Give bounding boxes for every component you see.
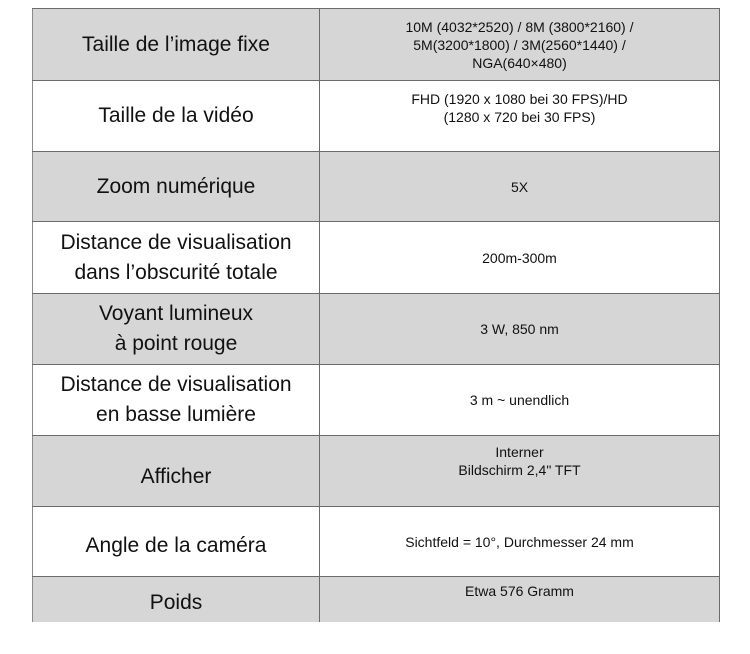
spec-row-video-size	[33, 81, 720, 152]
spec-value-text: Etwa 576 Gramm	[465, 583, 574, 600]
spec-table	[32, 8, 720, 622]
spec-label	[33, 365, 320, 436]
spec-value-text: 200m-300m	[482, 249, 557, 266]
spec-row-weight	[33, 577, 720, 622]
spec-label-text: Taille de l’image fixe	[82, 32, 270, 56]
spec-label	[33, 294, 320, 365]
spec-value-text: Sichtfeld = 10°, Durchmesser 24 mm	[405, 533, 634, 550]
spec-row-red-dot-light	[33, 294, 720, 365]
spec-value	[320, 365, 720, 436]
spec-label	[33, 222, 320, 294]
spec-label-text: Voyant lumineux à point rouge	[98, 302, 254, 355]
spec-label	[33, 152, 320, 222]
spec-value-text: FHD (1920 x 1080 bei 30 FPS)/HD (1280 x 720 bei 30 FPS)	[411, 91, 628, 125]
spec-label	[33, 9, 320, 81]
spec-value	[320, 152, 720, 222]
spec-label	[33, 81, 320, 152]
spec-label-text: Zoom numérique	[96, 174, 256, 198]
spec-value-text: 3 m ~ unendlich	[469, 392, 570, 408]
spec-row-digital-zoom	[33, 152, 720, 222]
spec-label-text: Poids	[149, 591, 203, 615]
spec-label-text: Distance de visualisation en basse lumière	[60, 373, 292, 426]
spec-value-text: 10M (4032*2520) / 8M (3800*2160) / 5M(3200*1800) / 3M(2560*1440) / NGA(640×480)	[405, 18, 634, 71]
spec-value	[320, 436, 720, 507]
spec-value	[320, 577, 720, 622]
spec-row-low-light-distance	[33, 365, 720, 436]
spec-label-text: Angle de la caméra	[85, 533, 267, 557]
spec-label-text: Taille de la vidéo	[98, 104, 254, 127]
spec-value	[320, 9, 720, 81]
spec-value	[320, 222, 720, 294]
spec-value-text: Interner Bildschirm 2,4" TFT	[458, 444, 581, 478]
spec-label	[33, 436, 320, 507]
spec-value	[320, 294, 720, 365]
spec-row-dark-viewing-distance	[33, 222, 720, 294]
spec-value	[320, 507, 720, 577]
spec-row-still-image-size	[33, 9, 720, 81]
spec-value-text: 3 W, 850 nm	[480, 321, 559, 337]
spec-value	[320, 81, 720, 152]
spec-row-camera-angle	[33, 507, 720, 577]
spec-label-text: Afficher	[140, 465, 212, 488]
spec-label	[33, 577, 320, 622]
spec-row-display	[33, 436, 720, 507]
spec-label	[33, 507, 320, 577]
spec-label-text: Distance de visualisation dans l’obscurité totale	[60, 230, 292, 284]
spec-value-text: 5X	[510, 178, 529, 195]
